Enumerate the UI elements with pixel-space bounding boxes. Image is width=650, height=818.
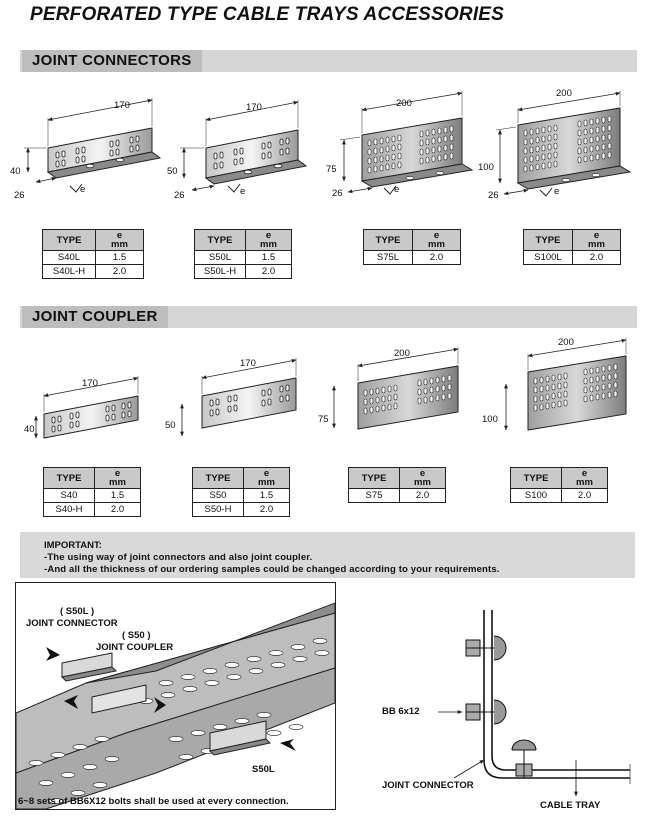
dim-height-s100l: 100 bbox=[478, 162, 494, 173]
dim-height-s50: 50 bbox=[165, 420, 176, 431]
table-header-e-label: e bbox=[433, 230, 440, 241]
connector-table-2 bbox=[194, 229, 292, 279]
dim-length-s40: 170 bbox=[82, 378, 98, 389]
important-line-1: -The using way of joint connectors and also joint coupler. bbox=[44, 552, 313, 563]
dim-length-s75l: 200 bbox=[396, 98, 412, 109]
type-cell: S75 bbox=[349, 489, 400, 503]
dim-height-s75l: 75 bbox=[326, 164, 337, 175]
table-row bbox=[195, 251, 292, 265]
section-connector-label: JOINT CONNECTOR bbox=[382, 780, 474, 791]
table-row bbox=[43, 251, 144, 265]
e-cell: 2.0 bbox=[96, 265, 144, 279]
table-header-type: TYPE bbox=[349, 468, 400, 489]
dim-thickness-s75l: e bbox=[394, 184, 400, 195]
type-cell: S50L-H bbox=[195, 265, 246, 279]
dim-base-s40l: 26 bbox=[14, 190, 25, 201]
table-header-e-unit: mm bbox=[428, 239, 445, 250]
dim-base-s100l: 26 bbox=[488, 190, 499, 201]
bolt-upper bbox=[466, 636, 506, 660]
table-header-type: TYPE bbox=[43, 230, 96, 251]
important-line-2: -And all the thickness of our ordering samples could be changed according to your requirements. bbox=[44, 564, 500, 575]
e-cell: 1.5 bbox=[95, 489, 141, 503]
dim-height-s75: 75 bbox=[318, 414, 329, 425]
important-title: IMPORTANT: bbox=[44, 540, 102, 551]
dim-thickness-s100l: e bbox=[554, 186, 560, 197]
table-header-e bbox=[562, 468, 608, 489]
e-cell: 2.0 bbox=[400, 489, 446, 503]
table-header-e bbox=[400, 468, 446, 489]
table-header-type: TYPE bbox=[511, 468, 562, 489]
dim-length-s50l: 170 bbox=[246, 102, 262, 113]
connector-table-1 bbox=[42, 229, 144, 279]
cable-tray-label: CABLE TRAY bbox=[540, 800, 601, 811]
table-header-type: TYPE bbox=[364, 230, 413, 251]
table-header-e-unit: mm bbox=[109, 477, 126, 488]
table-header-e-label: e bbox=[114, 468, 121, 479]
dim-length-s100l: 200 bbox=[556, 88, 572, 99]
table-header-type: TYPE bbox=[524, 230, 573, 251]
e-cell: 2.0 bbox=[413, 251, 461, 265]
type-cell: S40L bbox=[43, 251, 96, 265]
table-header-e bbox=[96, 230, 144, 251]
table-header-e-unit: mm bbox=[576, 477, 593, 488]
table-header-e-label: e bbox=[581, 468, 588, 479]
bolt-middle bbox=[466, 700, 506, 724]
e-cell: 2.0 bbox=[562, 489, 608, 503]
section-view-drawing bbox=[438, 610, 630, 796]
table-row bbox=[193, 503, 290, 517]
table-header-type: TYPE bbox=[44, 468, 95, 489]
table-header-e-label: e bbox=[593, 230, 600, 241]
connector-table-3 bbox=[363, 229, 461, 265]
connector-drawing-s100l bbox=[496, 91, 630, 196]
dim-thickness-s40l: e bbox=[80, 184, 86, 195]
assembly-coupler-name: JOINT COUPLER bbox=[96, 642, 174, 653]
bolt-spec-label: BB 6x12 bbox=[382, 706, 420, 717]
type-cell: S50L bbox=[195, 251, 246, 265]
type-cell: S100L bbox=[524, 251, 573, 265]
section-label-connectors: JOINT CONNECTORS bbox=[22, 50, 202, 72]
dim-length-s100: 200 bbox=[558, 337, 574, 348]
e-cell: 2.0 bbox=[244, 503, 290, 517]
page-title: PERFORATED TYPE CABLE TRAYS ACCESSORIES bbox=[30, 4, 505, 25]
coupler-table-1 bbox=[43, 467, 141, 517]
table-header-e bbox=[246, 230, 292, 251]
e-cell: 1.5 bbox=[244, 489, 290, 503]
e-cell: 1.5 bbox=[246, 251, 292, 265]
coupler-drawing-s75 bbox=[334, 347, 458, 429]
dim-height-s100: 100 bbox=[482, 414, 498, 425]
table-header-e-unit: mm bbox=[260, 239, 277, 250]
table-row bbox=[524, 251, 621, 265]
bolt-lower bbox=[512, 740, 536, 778]
table-header-e-unit: mm bbox=[588, 239, 605, 250]
connector-table-4 bbox=[523, 229, 621, 265]
table-row bbox=[364, 251, 461, 265]
table-header-e-label: e bbox=[116, 230, 123, 241]
dim-thickness-s50l: e bbox=[240, 186, 246, 197]
section-label-coupler: JOINT COUPLER bbox=[22, 306, 168, 328]
type-cell: S40 bbox=[44, 489, 95, 503]
table-row bbox=[43, 265, 144, 279]
coupler-drawing-s50 bbox=[182, 358, 296, 436]
bolt-usage-note: 6~8 sets of BB6X12 bolts shall be used at every connection. bbox=[18, 796, 289, 807]
e-cell: 2.0 bbox=[95, 503, 141, 517]
type-cell: S100 bbox=[511, 489, 562, 503]
table-header-e-unit: mm bbox=[414, 477, 431, 488]
table-row bbox=[44, 489, 141, 503]
assembly-coupler-code: ( S50 ) bbox=[122, 630, 151, 641]
table-header-e-unit: mm bbox=[111, 239, 128, 250]
e-cell: 2.0 bbox=[573, 251, 621, 265]
coupler-table-4 bbox=[510, 467, 608, 503]
type-cell: S40L-H bbox=[43, 265, 96, 279]
table-header-e-label: e bbox=[419, 468, 426, 479]
table-header-type: TYPE bbox=[195, 230, 246, 251]
connector-drawing-s50l bbox=[180, 100, 306, 192]
assembly-connector-name: JOINT CONNECTOR bbox=[26, 618, 118, 629]
table-header-e-unit: mm bbox=[258, 477, 275, 488]
table-header-e bbox=[413, 230, 461, 251]
table-header-e-label: e bbox=[263, 468, 270, 479]
dim-length-s75: 200 bbox=[394, 348, 410, 359]
table-header-type: TYPE bbox=[193, 468, 244, 489]
type-cell: S50 bbox=[193, 489, 244, 503]
dim-base-s75l: 26 bbox=[332, 188, 343, 199]
e-cell: 1.5 bbox=[96, 251, 144, 265]
type-cell: S75L bbox=[364, 251, 413, 265]
connector-drawing-s40l bbox=[24, 98, 160, 192]
coupler-table-3 bbox=[348, 467, 446, 503]
assembly-bottom-label: S50L bbox=[252, 764, 275, 775]
dim-height-s40l: 40 bbox=[10, 166, 21, 177]
table-row bbox=[195, 265, 292, 279]
assembly-connector-code: ( S50L ) bbox=[60, 606, 95, 617]
table-header-e bbox=[573, 230, 621, 251]
table-row bbox=[349, 489, 446, 503]
dim-length-s50: 170 bbox=[240, 358, 256, 369]
dim-base-s50l: 26 bbox=[174, 190, 185, 201]
table-row bbox=[44, 503, 141, 517]
e-cell: 2.0 bbox=[246, 265, 292, 279]
coupler-table-2 bbox=[192, 467, 290, 517]
dim-height-s40: 40 bbox=[24, 424, 35, 435]
table-row bbox=[511, 489, 608, 503]
dim-height-s50l: 50 bbox=[167, 166, 178, 177]
coupler-drawing-s100 bbox=[506, 338, 626, 430]
dim-length-s40l: 170 bbox=[114, 100, 130, 111]
type-cell: S40-H bbox=[44, 503, 95, 517]
table-header-e bbox=[95, 468, 141, 489]
type-cell: S50-H bbox=[193, 503, 244, 517]
table-header-e-label: e bbox=[265, 230, 272, 241]
table-row bbox=[193, 489, 290, 503]
table-header-e bbox=[244, 468, 290, 489]
